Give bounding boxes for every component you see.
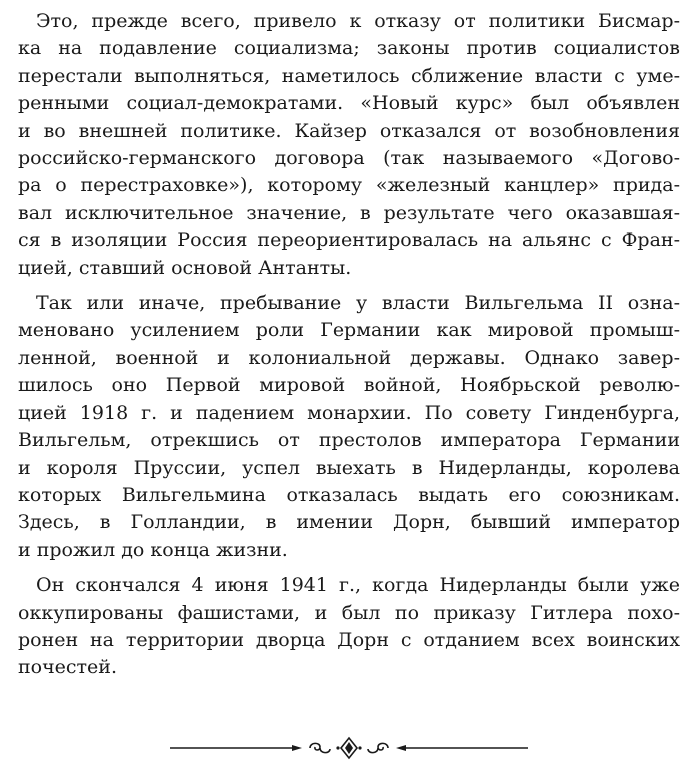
text-line: ка на подавление социализма; законы против социалистов [18,37,680,60]
paragraph-1 [18,8,680,282]
text-line: Он скончался 4 июня 1941 г., когда Нидерланды были уже [36,574,680,597]
text-line: цией 1918 г. и падением монархии. По совету Гинденбурга, [18,401,680,424]
document-page [18,8,680,690]
text-line: ронен на территории дворца Дорн с отданием всех воинских [18,628,680,651]
text-line: Здесь, в Голландии, в имении Дорн, бывший император [18,511,680,534]
text-line: Вильгельм, отрекшись от престолов императора Германии [18,429,680,452]
text-line: которых Вильгельмина отказалась выдать его союзникам. [18,483,680,506]
paragraph-3 [18,572,680,682]
text-line: вал исключительное значение, в результате чего оказавшая- [18,201,680,224]
text-line: почестей. [18,656,118,679]
flourish-divider-icon [170,736,528,760]
paragraph-2 [18,290,680,564]
text-line: Это, прежде всего, привело к отказу от политики Бисмар- [36,10,680,32]
text-line: и прожил до конца жизни. [18,538,288,561]
text-line: шилось оно Первой мировой войной, Ноябрьской револю- [18,374,680,397]
text-line: цией, ставший основой Антанты. [18,256,352,279]
text-line: и во внешней политике. Кайзер отказался от возобновления [18,119,680,142]
text-line: российско-германского договора (так называемого «Догово- [18,147,680,170]
text-line: Так или иначе, пребывание у власти Вильгельма II озна- [36,292,680,315]
text-line: ренными социал-демократами. «Новый курс» был объявлен [18,92,680,115]
text-line: перестали выполняться, наметилось сближение власти с уме- [18,64,680,87]
text-line: ся в изоляции Россия переориентировалась на альянс с Фран- [18,229,680,252]
text-line: ра о перестраховке»), которому «железный канцлер» прида- [18,174,680,197]
text-line: оккупированы фашистами, и был по приказу Гитлера похо- [18,601,680,624]
text-line: меновано усилением роли Германии как мировой промыш- [18,319,680,342]
text-line: ленной, военной и колониальной державы. Однако завер- [18,346,680,369]
text-line: и короля Пруссии, успел выехать в Нидерланды, королева [18,456,680,479]
